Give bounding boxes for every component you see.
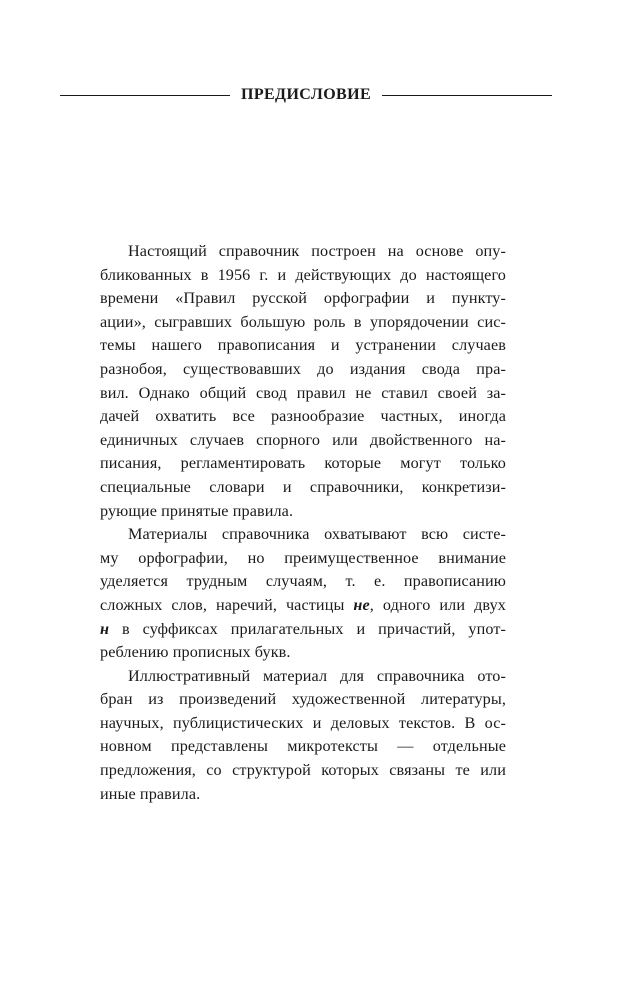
text-line: единичных случаев спорного или двойственного на- xyxy=(100,430,506,449)
text-line: разнобоя, существовавших до издания свода пра- xyxy=(100,359,506,378)
chapter-header xyxy=(60,84,552,106)
text-line: писания, регламентировать которые могут только xyxy=(100,454,506,473)
text-line: Материалы справочника охватывают всю систе- xyxy=(128,525,506,544)
emphasized-term: н xyxy=(100,619,110,638)
preface-body xyxy=(100,240,506,806)
text-line xyxy=(100,618,506,642)
text-line: иные правила. xyxy=(100,784,201,803)
emphasized-term: не xyxy=(353,595,370,614)
text-line: новном представлены микротексты — отдельные xyxy=(100,737,506,756)
text-line xyxy=(100,594,506,618)
text-line: предложения, со структурой которых связаны те или xyxy=(100,761,506,780)
text-line: реблению прописных букв. xyxy=(100,643,291,662)
text-line: бран из произведений художественной литературы, xyxy=(100,690,506,709)
text-line: ации», сыгравших большую роль в упорядочении сис- xyxy=(100,312,506,331)
text-fragment: в суффиксах прилагательных и причастий, упот- xyxy=(109,619,506,638)
text-fragment: сложных слов, наречий, частицы xyxy=(100,595,354,614)
text-line: темы нашего правописания и устранении случаев xyxy=(100,336,506,355)
text-line: рующие принятые правила. xyxy=(100,501,294,520)
text-line: вил. Однако общий свод правил не ставил своей за- xyxy=(100,383,506,402)
text-line: му орфографии, но преимущественное внимание xyxy=(100,548,506,567)
chapter-title: ПРЕДИСЛОВИЕ xyxy=(240,86,372,103)
paragraph-2 xyxy=(100,523,506,665)
text-line: дачей охватить все разнообразие частных, иногда xyxy=(100,407,506,426)
header-rule-left xyxy=(60,95,230,96)
text-fragment: , одного или двух xyxy=(369,595,506,614)
header-rule-right xyxy=(382,95,552,96)
text-line: Настоящий справочник построен на основе опу- xyxy=(128,242,506,260)
text-line: времени «Правил русской орфографии и пункту- xyxy=(100,289,506,308)
paragraph-3 xyxy=(100,665,506,807)
text-line: Иллюстративный материал для справочника ото- xyxy=(128,666,506,685)
text-line: специальные словари и справочники, конкретизи- xyxy=(100,477,506,496)
text-line: научных, публицистических и деловых текстов. В ос- xyxy=(100,713,506,732)
text-line: уделяется трудным случаям, т. е. правописанию xyxy=(100,572,506,591)
text-line: бликованных в 1956 г. и действующих до настоящего xyxy=(100,265,506,284)
paragraph-1 xyxy=(100,240,506,523)
